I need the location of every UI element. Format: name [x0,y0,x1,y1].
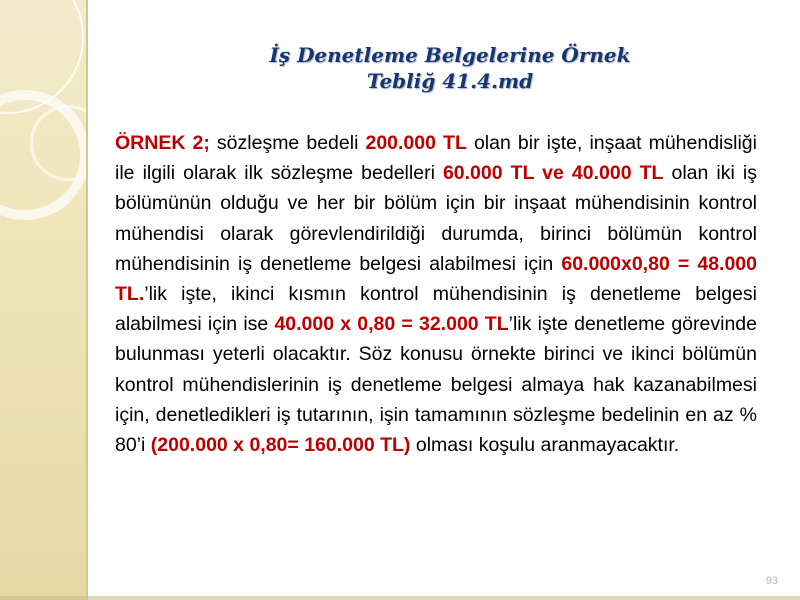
bottom-border [0,596,800,600]
part-amounts: 60.000 TL ve 40.000 TL [442,162,664,185]
slide-title-line1: İş Denetleme Belgelerine Örnek [269,43,631,67]
slide-title-line2: Tebliğ 41.4.md [366,69,534,93]
text-segment: ’lik işte denetleme görevinde bulunması yeterli olacaktır. Söz konusu örnekte birinci ve ikinci bölümün kontrol mühendislerinin iş denetleme belgesi almaya hak kazanabilmesi için, denetledikleri iş tutarının, işin tamamının sözleşme bedelinin en az % 80’i [115,313,757,457]
text-segment: olan bir işte, inşaat mühendisliği ile ilgili olarak ilk sözleşme bedelleri [115,132,757,185]
decorative-side-panel [0,0,86,600]
calculation-part1: 60.000x0,80 = 48.000 TL. [115,252,757,306]
contract-amount: 200.000 TL [365,132,467,154]
panel-divider [86,0,88,600]
example-label: ÖRNEK 2; [115,132,210,154]
text-segment: sözleşme bedeli [209,132,366,154]
calculation-part2: 40.000 x 0,80 = 32.000 TL [274,313,509,336]
page-number: 93 [765,575,778,587]
text-segment: olan iki iş bölümünün olduğu ve her bir bölüm için bir inşaat mühendisinin kontrol mühendisi olarak görevlendirildiği durumda, birinci bölümün kontrol mühendisinin iş denetleme belgesi alabilmesi için [115,162,757,275]
calculation-total: (200.000 x 0,80= 160.000 TL) [150,434,411,457]
text-segment: olması koşulu aranmayacaktır. [410,434,680,457]
text-segment: ’lik işte, ikinci kısmın kontrol mühendisinin iş denetleme belgesi alabilmesi için ise [115,283,757,336]
example-paragraph [115,128,757,460]
slide-title [160,42,740,94]
